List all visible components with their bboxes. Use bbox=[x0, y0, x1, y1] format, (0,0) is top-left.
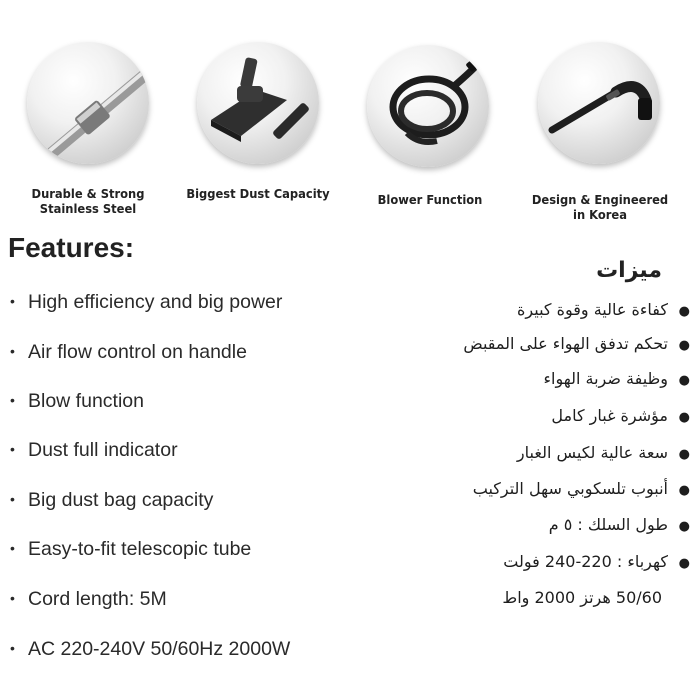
floor-nozzle-image bbox=[197, 42, 319, 164]
feature-item-ar-continuation: 50/60 هرتز 2000 واط bbox=[502, 588, 662, 607]
bullet-icon: • bbox=[10, 392, 15, 408]
feature-item-en bbox=[10, 390, 144, 413]
feature-text: كفاءة عالية وقوة كبيرة bbox=[517, 300, 668, 319]
feature-text: AC 220-240V 50/60Hz 2000W bbox=[28, 638, 291, 660]
feature-text: Cord length: 5M bbox=[28, 588, 167, 610]
highlight-label-line1: Design & Engineered bbox=[531, 192, 669, 207]
bullet-icon: ● bbox=[678, 447, 690, 462]
bullet-icon: ● bbox=[678, 338, 690, 353]
highlight-label-line2: Stainless Steel bbox=[39, 201, 137, 216]
bullet-icon: ● bbox=[678, 410, 690, 425]
highlight-label-line2: in Korea bbox=[573, 207, 627, 222]
highlight-label-korea bbox=[522, 192, 678, 222]
bullet-icon: ● bbox=[678, 556, 690, 571]
highlight-label-steel bbox=[10, 186, 166, 216]
bullet-icon: ● bbox=[678, 373, 690, 388]
bullet-icon: ● bbox=[678, 304, 690, 319]
feature-text: Big dust bag capacity bbox=[28, 489, 214, 511]
feature-text: أنبوب تلسكوبي سهل التركيب bbox=[472, 479, 668, 498]
bullet-icon: • bbox=[10, 640, 15, 656]
feature-text: Blow function bbox=[28, 390, 144, 412]
feature-text: كهرباء : 220-240 فولت bbox=[503, 552, 668, 571]
floor-nozzle-icon bbox=[197, 42, 319, 164]
highlight-label-line1: Blower Function bbox=[377, 192, 483, 207]
feature-text: سعة عالية لكيس الغبار bbox=[516, 443, 668, 462]
feature-item-en bbox=[10, 341, 247, 364]
highlight-label-line1: Durable & Strong bbox=[31, 186, 145, 201]
feature-text: High efficiency and big power bbox=[28, 291, 283, 313]
steel-tube-image bbox=[27, 42, 149, 164]
feature-text: تحكم تدفق الهواء على المقبض bbox=[463, 334, 668, 353]
bullet-icon: • bbox=[10, 293, 15, 309]
feature-text: طول السلك : ٥ م bbox=[548, 515, 668, 534]
hose-icon bbox=[367, 45, 489, 167]
feature-item-en bbox=[10, 588, 167, 611]
feature-item-ar bbox=[551, 406, 690, 425]
feature-text: Air flow control on handle bbox=[28, 341, 247, 363]
hose-image bbox=[367, 45, 489, 167]
feature-item-en bbox=[10, 489, 213, 512]
feature-item-en bbox=[10, 439, 178, 462]
feature-item-ar bbox=[503, 552, 690, 571]
bullet-icon: • bbox=[10, 540, 15, 556]
feature-item-en bbox=[10, 538, 251, 561]
handle-icon bbox=[538, 42, 660, 164]
feature-item-ar bbox=[517, 300, 690, 319]
features-title-ar: ميزات bbox=[596, 258, 662, 283]
feature-text: Easy-to-fit telescopic tube bbox=[28, 538, 252, 560]
highlight-label-line1: Biggest Dust Capacity bbox=[186, 186, 330, 201]
bullet-icon: • bbox=[10, 590, 15, 606]
bullet-icon: • bbox=[10, 343, 15, 359]
handle-image bbox=[538, 42, 660, 164]
bullet-icon: • bbox=[10, 441, 15, 457]
feature-item-ar bbox=[517, 443, 690, 462]
feature-item-ar bbox=[463, 334, 690, 353]
steel-tube-icon bbox=[27, 42, 149, 164]
bullet-icon: ● bbox=[678, 483, 690, 498]
feature-item-ar bbox=[473, 479, 690, 498]
feature-item-ar bbox=[549, 515, 690, 534]
features-title: Features: bbox=[8, 232, 135, 263]
feature-text: وظيفة ضربة الهواء bbox=[543, 369, 668, 388]
feature-item-en bbox=[10, 638, 290, 661]
feature-item-en bbox=[10, 291, 282, 314]
highlight-label-dust-capacity bbox=[180, 186, 336, 201]
bullet-icon: • bbox=[10, 491, 15, 507]
feature-text: Dust full indicator bbox=[28, 439, 178, 461]
feature-text: مؤشرة غبار كامل bbox=[551, 406, 668, 425]
bullet-icon: ● bbox=[678, 519, 690, 534]
feature-item-ar bbox=[543, 369, 690, 388]
highlight-label-blower bbox=[352, 192, 508, 207]
